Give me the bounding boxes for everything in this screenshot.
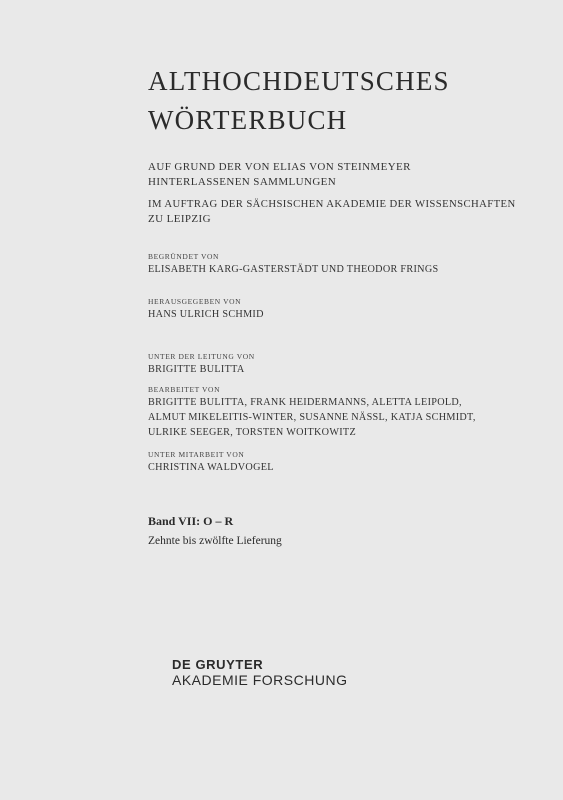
publisher-name: DE GRUYTER bbox=[172, 657, 264, 672]
volume-band: Band VII: O – R bbox=[148, 514, 234, 528]
edited-by-line-2: ALMUT MIKELEITIS-WINTER, SUSANNE NÄSSL, KATJA SCHMIDT, bbox=[148, 412, 476, 423]
founded-label: BEGRÜNDET VON bbox=[148, 252, 220, 261]
subtitle-line-1: AUF GRUND DER VON ELIAS VON STEINMEYER bbox=[148, 161, 411, 173]
direction-name: BRIGITTE BULITTA bbox=[148, 364, 245, 375]
edited-by-line-3: ULRIKE SEEGER, TORSTEN WOITKOWITZ bbox=[148, 427, 356, 438]
founded-names: ELISABETH KARG-GASTERSTÄDT UND THEODOR FRINGS bbox=[148, 264, 439, 275]
subtitle-line-4: ZU LEIPZIG bbox=[148, 213, 211, 225]
edited-by-line-1: BRIGITTE BULITTA, FRANK HEIDERMANNS, ALETTA LEIPOLD, bbox=[148, 397, 462, 408]
founded-block bbox=[148, 251, 548, 277]
title-line-1: ALTHOCHDEUTSCHES bbox=[148, 66, 450, 96]
subtitle-line-3: IM AUFTRAG DER SÄCHSISCHEN AKADEMIE DER WISSENSCHAFTEN bbox=[148, 198, 516, 210]
edited-by-block bbox=[148, 384, 548, 440]
subtitle-line-2: HINTERLASSENEN SAMMLUNGEN bbox=[148, 176, 337, 188]
title-line-2: WÖRTERBUCH bbox=[148, 105, 348, 135]
collaboration-label: UNTER MITARBEIT VON bbox=[148, 450, 245, 459]
volume-lieferung: Zehnte bis zwölfte Lieferung bbox=[148, 535, 282, 547]
editor-name: HANS ULRICH SCHMID bbox=[148, 309, 264, 320]
direction-label: UNTER DER LEITUNG VON bbox=[148, 352, 255, 361]
editor-label: HERAUSGEGEBEN VON bbox=[148, 297, 242, 306]
edited-by-label: BEARBEITET VON bbox=[148, 385, 221, 394]
collaboration-name: CHRISTINA WALDVOGEL bbox=[148, 462, 274, 473]
collaboration-block bbox=[148, 449, 548, 475]
publisher-series: AKADEMIE FORSCHUNG bbox=[172, 672, 348, 688]
direction-block bbox=[148, 351, 548, 377]
commission-block bbox=[148, 197, 548, 227]
editor-block bbox=[148, 296, 548, 322]
subtitle-block bbox=[148, 160, 548, 190]
